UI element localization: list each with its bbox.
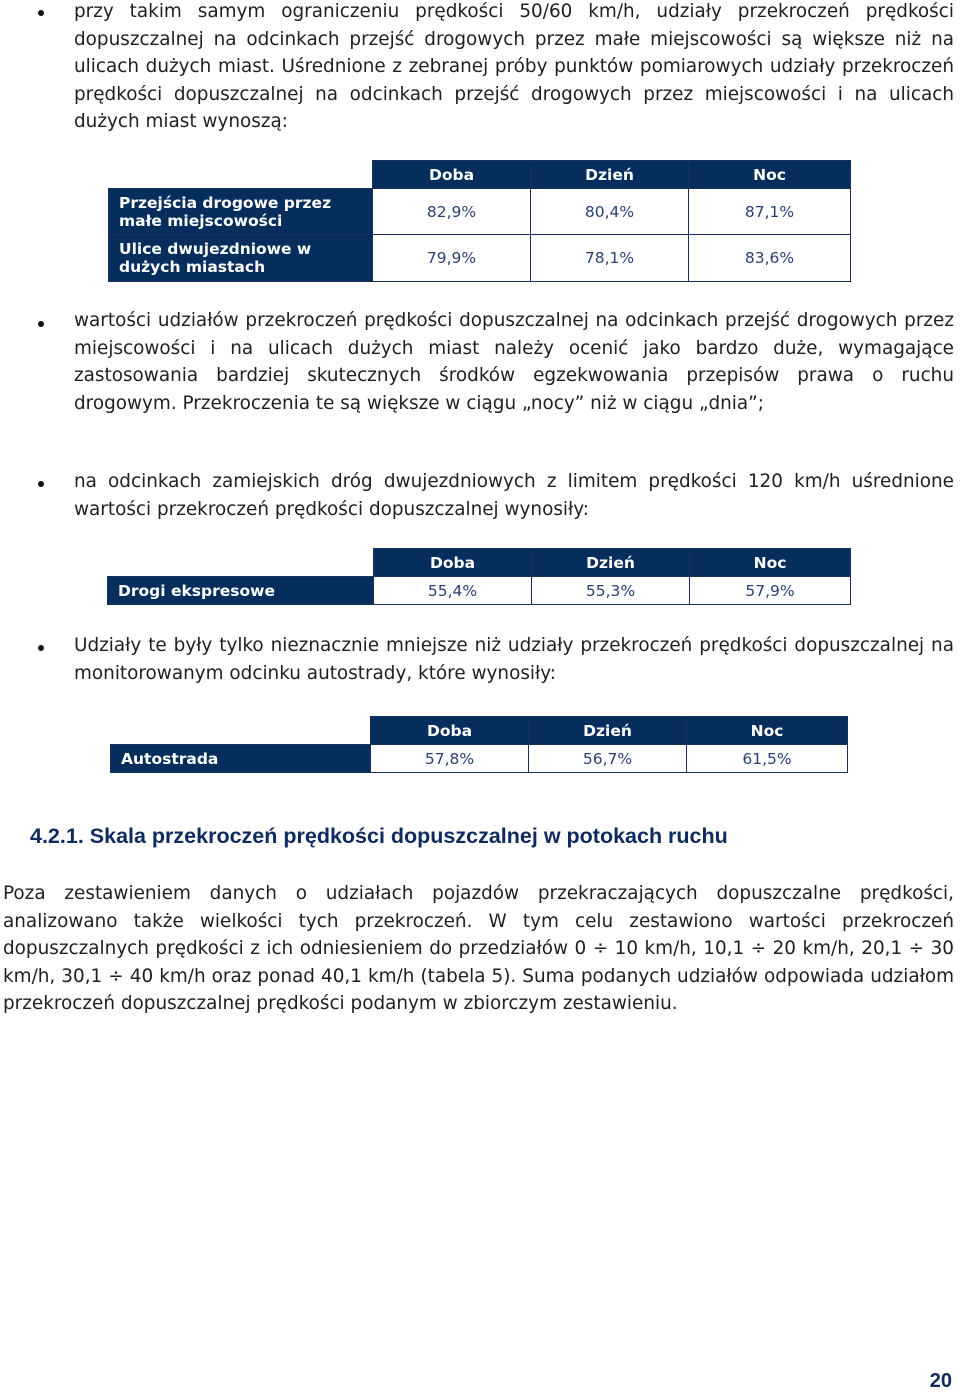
cell-value: 55,3% <box>532 577 690 605</box>
column-header-noc: Noc <box>687 717 848 745</box>
bullet-marker <box>38 481 44 487</box>
row-label: Ulice dwujezdniowe w dużych miastach <box>109 235 373 282</box>
table-expressway-speeding-shares <box>107 548 851 605</box>
table-corner <box>109 161 373 189</box>
table-row <box>109 235 851 282</box>
table-header-row <box>109 161 851 189</box>
column-header-dzien: Dzień <box>532 549 690 577</box>
cell-value: 55,4% <box>374 577 532 605</box>
cell-value: 57,8% <box>371 745 529 773</box>
column-header-doba: Doba <box>371 717 529 745</box>
cell-value: 82,9% <box>373 189 531 235</box>
bullet-paragraph-3: na odcinkach zamiejskich dróg dwujezdniowych z limitem prędkości 120 km/h uśrednione wartości przekroczeń prędkości dopuszczalnej wynosiły: <box>74 471 954 520</box>
section-heading: 4.2.1. Skala przekroczeń prędkości dopuszczalnej w potokach ruchu <box>30 824 728 848</box>
bullet-paragraph-1: przy takim samym ograniczeniu prędkości 50/60 km/h, udziały przekroczeń prędkości dopuszczalnej na odcinkach przejść drogowych przez małe miejscowości są większe niż na ulicach dużych miast. Uśrednione z zebranej próby punktów pomiarowych udziały przekroczeń prędkości dopuszczalnej na odcinkach przejść drogowych przez miejscowości i na ulicach dużych miast wynoszą: <box>74 1 954 132</box>
cell-value: 61,5% <box>687 745 848 773</box>
column-header-dzien: Dzień <box>531 161 689 189</box>
section-body-paragraph: Poza zestawieniem danych o udziałach pojazdów przekraczających dopuszczalne prędkości, analizowano także wielkości tych przekroczeń. W tym celu zestawiono wartości przekroczeń dopuszczalnych prędkości z ich odniesieniem do przedziałów 0 ÷ 10 km/h, 10,1 ÷ 20 km/h, 20,1 ÷ 30 km/h, 30,1 ÷ 40 km/h oraz ponad 40,1 km/h (tabela 5). Suma podanych udziałów odpowiada udziałom przekroczeń dopuszczalnej prędkości podanym w zbiorczym zestawieniu. <box>3 883 954 1014</box>
bullet-marker <box>38 10 44 16</box>
table-row <box>109 189 851 235</box>
bullet-paragraph-2: wartości udziałów przekroczeń prędkości dopuszczalnej na odcinkach przejść drogowych przez miejscowości i na ulicach dużych miast należy ocenić jako bardzo duże, wymagające zastosowania bardziej skutecznych środków egzekwowania przepisów prawa o ruchu drogowym. Przekroczenia te są większe w ciągu „nocy” niż w ciągu „dnia”; <box>74 310 954 414</box>
table-urban-speeding-shares <box>108 160 851 282</box>
table-corner <box>108 549 374 577</box>
cell-value: 78,1% <box>531 235 689 282</box>
table-header-row <box>108 549 851 577</box>
table-row <box>108 577 851 605</box>
column-header-doba: Doba <box>373 161 531 189</box>
cell-value: 87,1% <box>689 189 851 235</box>
column-header-noc: Noc <box>690 549 851 577</box>
bullet-marker <box>38 321 44 327</box>
table-header-row <box>111 717 848 745</box>
table-corner <box>111 717 371 745</box>
table-motorway-speeding-shares <box>110 716 848 773</box>
bullet-paragraph-4: Udziały te były tylko nieznacznie mniejsze niż udziały przekroczeń prędkości dopuszczalnej na monitorowanym odcinku autostrady, które wynosiły: <box>74 635 954 684</box>
column-header-doba: Doba <box>374 549 532 577</box>
cell-value: 79,9% <box>373 235 531 282</box>
cell-value: 80,4% <box>531 189 689 235</box>
table-row <box>111 745 848 773</box>
row-label: Przejścia drogowe przez małe miejscowości <box>109 189 373 235</box>
cell-value: 56,7% <box>529 745 687 773</box>
row-label: Drogi ekspresowe <box>108 577 374 605</box>
column-header-noc: Noc <box>689 161 851 189</box>
cell-value: 83,6% <box>689 235 851 282</box>
column-header-dzien: Dzień <box>529 717 687 745</box>
row-label: Autostrada <box>111 745 371 773</box>
bullet-marker <box>38 645 44 651</box>
cell-value: 57,9% <box>690 577 851 605</box>
page-number: 20 <box>929 1370 952 1392</box>
